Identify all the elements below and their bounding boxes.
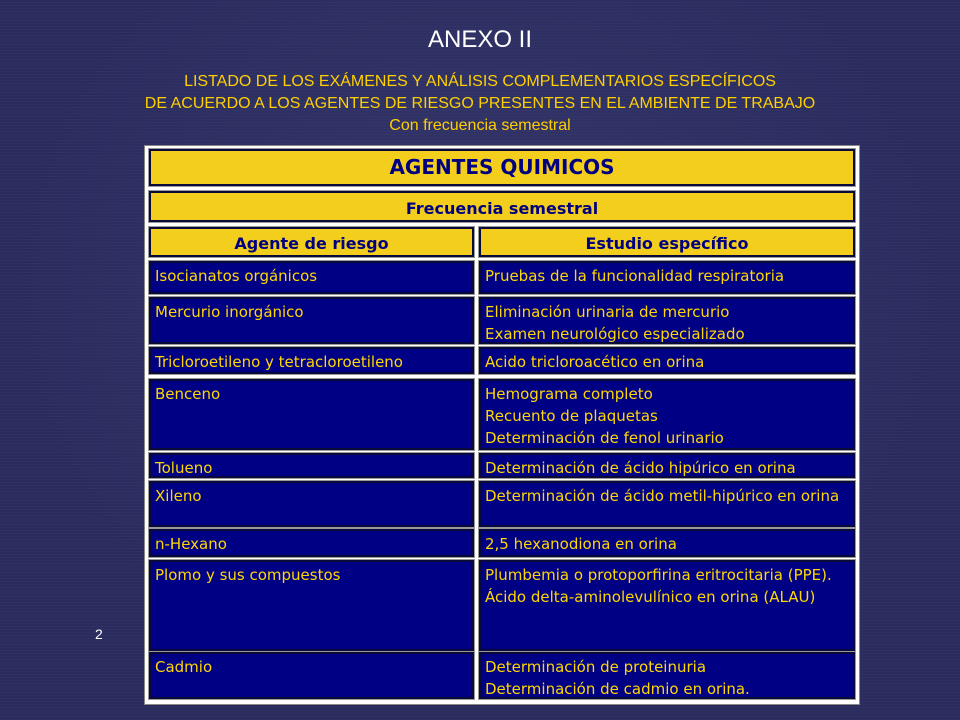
study-line: Acido tricloroacético en orina	[485, 353, 705, 371]
study-line: Hemograma completo	[485, 385, 653, 403]
table-heading-text: AGENTES QUIMICOS	[389, 155, 615, 179]
study-cell	[479, 347, 855, 374]
agent-cell	[149, 261, 474, 294]
study-cell	[479, 453, 855, 478]
page-number: 2	[95, 626, 103, 642]
study-line: Determinación de fenol urinario	[485, 429, 724, 447]
study-line: Plumbemia o protoporfirina eritrocitaria (PPE).	[485, 566, 832, 584]
agent-cell	[149, 453, 474, 478]
study-line: Examen neurológico especializado	[485, 325, 745, 343]
agent-cell	[149, 481, 474, 527]
study-cell	[479, 379, 855, 450]
table-heading	[149, 149, 855, 186]
study-cell	[479, 652, 855, 699]
agent-name: Cadmio	[155, 658, 213, 676]
study-line: Determinación de ácido hipúrico en orina	[485, 459, 796, 477]
study-line: Recuento de plaquetas	[485, 407, 658, 425]
agent-name: Tolueno	[155, 459, 213, 477]
column-header-study	[479, 227, 855, 257]
subtitle-line-1: LISTADO DE LOS EXÁMENES Y ANÁLISIS COMPLEMENTARIOS ESPECÍFICOS	[184, 73, 776, 90]
study-cell	[479, 560, 855, 651]
study-cell	[479, 481, 855, 527]
agent-cell	[149, 652, 474, 699]
chemical-agents-table	[144, 145, 860, 705]
agent-name: Plomo y sus compuestos	[155, 566, 341, 584]
study-cell	[479, 297, 855, 344]
agent-name: Benceno	[155, 385, 221, 403]
study-line: 2,5 hexanodiona en orina	[485, 535, 677, 553]
agent-name: n-Hexano	[155, 535, 227, 553]
agent-name: Tricloroetileno y tetracloroetileno	[155, 353, 403, 371]
column-header-agent-text: Agente de riesgo	[234, 234, 389, 253]
subtitle-line-2: DE ACUERDO A LOS AGENTES DE RIESGO PRESENTES EN EL AMBIENTE DE TRABAJO	[144, 95, 816, 112]
agent-cell	[149, 560, 474, 651]
study-line: Eliminación urinaria de mercurio	[485, 303, 730, 321]
study-line: Determinación de cadmio en orina.	[485, 680, 750, 698]
agent-cell	[149, 529, 474, 557]
study-cell	[479, 261, 855, 294]
agent-name: Isocianatos orgánicos	[155, 267, 318, 285]
study-line: Ácido delta-aminolevulínico en orina (ALAU)	[485, 588, 816, 606]
study-line: Determinación de ácido metil-hipúrico en orina	[485, 487, 840, 505]
column-header-study-text: Estudio específico	[585, 234, 749, 253]
agent-cell	[149, 297, 474, 344]
agent-cell	[149, 347, 474, 374]
subtitle-frequency: Con frecuencia semestral	[389, 117, 571, 134]
agent-name: Xileno	[155, 487, 202, 505]
column-header-agent	[149, 227, 474, 257]
study-line: Pruebas de la funcionalidad respiratoria	[485, 267, 785, 285]
study-line: Determinación de proteinuria	[485, 658, 707, 676]
frequency-header-text: Frecuencia semestral	[405, 199, 599, 218]
study-cell	[479, 529, 855, 557]
frequency-header	[149, 191, 855, 222]
agent-name: Mercurio inorgánico	[155, 303, 304, 321]
agent-cell	[149, 379, 474, 450]
slide-title: ANEXO II	[427, 26, 533, 53]
